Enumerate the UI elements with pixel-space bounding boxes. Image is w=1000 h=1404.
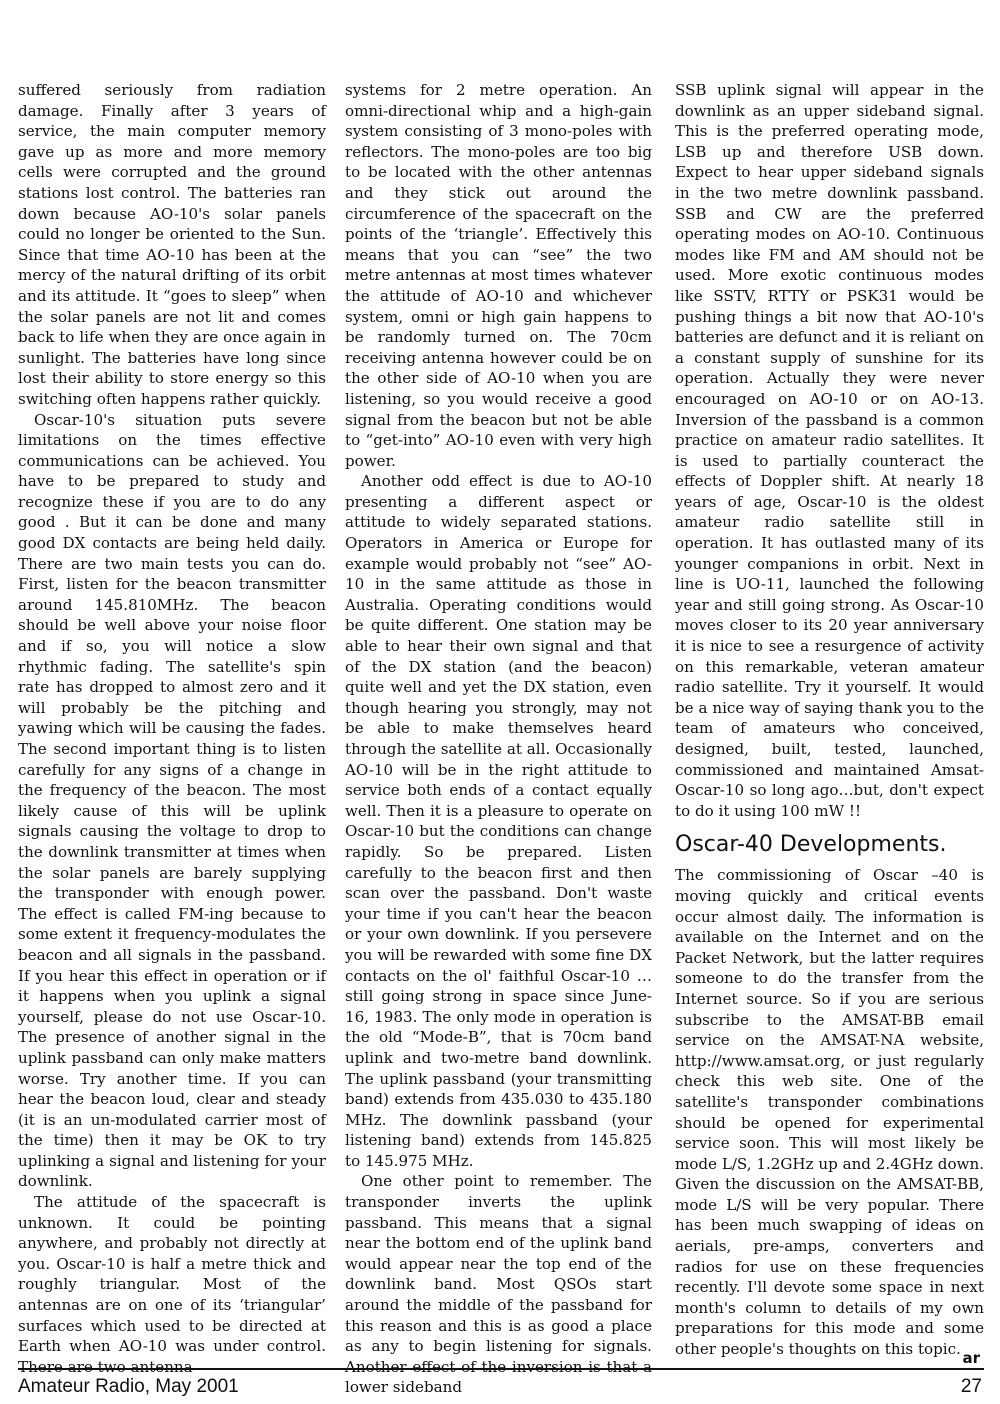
end-mark: ar (962, 1349, 980, 1367)
paragraph: systems for 2 metre operation. An omni-directional whip and a high-gain system consisting of 3 mono-poles with reflectors. The mono-poles are too big to be located with the other antennas and they stick out around the circumference of the spacecraft on the points of the ‘triangle’. Effectively this means that you can “see” the two metre antennas at most times whatever the attitude of AO-10 and whichever system, omni or high gain happens to be randomly turned on. The 70cm receiving antenna however could be on the other side of AO-10 when you are listening, so you would receive a good signal from the beacon but not be able to “get-into” AO-10 even with very high power. (345, 81, 652, 470)
footer-divider (18, 1368, 984, 1370)
article-column-1 (18, 80, 326, 1377)
paragraph: Another odd effect is due to AO-10 presenting a different aspect or attitude to widely separated stations. Operators in America or Europe for example would probably not “see” AO-10 in the same attitude as those in Australia. Operating conditions would be quite different. One station may be able to hear their own signal and that of the DX station (and the beacon) quite well and yet the DX station, even though hearing you strongly, may not be able to make themselves heard through the satellite at all. Occasionally AO-10 will be in the right attitude to service both ends of a contact equally well. Then it is a pleasure to operate on Oscar-10 but the conditions can change rapidly. So be prepared. Listen carefully to the beacon first and then scan over the passband. Don't waste your time if you can't hear the beacon or your own downlink. If you persevere you will be rewarded with some fine DX contacts on the ol' faithful Oscar-10 … still going strong in space since June-16, 1983. The only mode in operation is the old “Mode-B”, that is 70cm band uplink and two-metre band downlink. The uplink passband (your transmitting band) extends from 435.030 to 435.180 MHz. The downlink passband (your listening band) extends from 145.825 to 145.975 MHz. (345, 472, 652, 1170)
article-column-2 (345, 80, 652, 1398)
paragraph: suffered seriously from radiation damage. Finally after 3 years of service, the main computer memory gave up as more and more memory cells were corrupted and the ground stations lost control. The batteries ran down because AO-10's solar panels could no longer be oriented to the Sun. Since that time AO-10 has been at the mercy of the natural drifting of its orbit and its attitude. It “goes to sleep” when the solar panels are not lit and comes back to life when they are once again in sunlight. The batteries have long since lost their ability to store energy so this switching often happens rather quickly. (18, 81, 326, 408)
article-column-3 (675, 80, 984, 1360)
paragraph: The commissioning of Oscar –40 is moving quickly and critical events occur almost daily. The information is available on the Internet and on the Packet Network, but the latter requires someone to do the transfer from the Internet source. So if you are serious subscribe to the AMSAT-BB email service on the AMSAT-NA website, http://www.amsat.org, or just regularly check this web site. One of the satellite's transponder combinations should be opened for experimental service soon. This will most likely be mode L/S, 1.2GHz up and 2.4GHz down. Given the discussion on the AMSAT-BB, mode L/S will be very popular. There has been much swapping of ideas on aerials, pre-amps, converters and radios for use on these frequencies recently. I'll devote some space in next month's column to details of my own preparations for this mode and some other people's thoughts on this topic. (675, 866, 984, 1359)
paragraph: SSB uplink signal will appear in the downlink as an upper sideband signal. This is the preferred operating mode, LSB up and therefore USB down. Expect to hear upper sideband signals in the two metre downlink passband. SSB and CW are the preferred operating modes on AO-10. Continuous modes like FM and AM should not be used. More exotic continuous modes like SSTV, RTTY or PSK31 would be pushing things a bit now that AO-10's batteries are defunct and it is reliant on a constant supply of sunshine for its operation. Actually they were never encouraged on AO-10 or on AO-13. Inversion of the passband is a common practice on amateur radio satellites. It is used to partially counteract the effects of Doppler shift. At nearly 18 years of age, Oscar-10 is the oldest amateur radio satellite still in operation. It has outlasted many of its younger companions in orbit. Next in line is UO-11, launched the following year and still going strong. As Oscar-10 moves closer to its 20 year anniversary it is nice to see a resurgence of activity on this remarkable, veteran amateur radio satellite. Try it yourself. It would be a nice way of saying thank you to the team of amateurs who conceived, designed, built, tested, launched, commissioned and maintained Amsat-Oscar-10 so long ago…but, don't expect to do it using 100 mW !! (675, 81, 984, 820)
paragraph: Oscar-10's situation puts severe limitations on the times effective communications can be achieved. You have to be prepared to study and recognize these if you are to do any good . But it can be done and many good DX contacts are being held daily. There are two main tests you can do. First, listen for the beacon transmitter around 145.810MHz. The beacon should be well above your noise floor and if so, you will notice a slow rhythmic fading. The satellite's spin rate has dropped to almost zero and it will probably be the pitching and yawing which will be causing the fades. The second important thing is to listen carefully for any signs of a change in the frequency of the beacon. The most likely cause of this will be uplink signals causing the voltage to drop to the downlink transmitter at times when the solar panels are barely supplying the transponder with enough power. The effect is called FM-ing because to some extent it frequency-modulates the beacon and all signals in the passband. If you hear this effect in operation or if it happens when you uplink a signal yourself, please do not use Oscar-10. The presence of another signal in the uplink passband can only make matters worse. Try another time. If you can hear the beacon loud, clear and steady (it is an un-modulated carrier most of the time) then it may be OK to try uplinking a signal and listening for your downlink. (18, 410, 326, 1191)
page-footer (18, 1376, 982, 1398)
publication-title: Amateur Radio, May 2001 (18, 1376, 239, 1397)
paragraph: One other point to remember. The transponder inverts the uplink passband. This means that a signal near the bottom end of the uplink band would appear near the top end of the downlink band. Most QSOs start around the middle of the passband for this reason and this is as good a place as any to begin listening for signals. Another effect of the inversion is that a lower sideband (345, 1172, 652, 1397)
section-heading: Oscar-40 Developments. (675, 832, 947, 858)
paragraph: The attitude of the spacecraft is unknown. It could be pointing anywhere, and probably not directly at you. Oscar-10 is half a metre thick and roughly triangular. Most of the antennas are on one of its ‘triangular’ surfaces which used to be directed at Earth when AO-10 was under control. There are two antenna (18, 1193, 326, 1376)
page-number: 27 (960, 1376, 982, 1397)
